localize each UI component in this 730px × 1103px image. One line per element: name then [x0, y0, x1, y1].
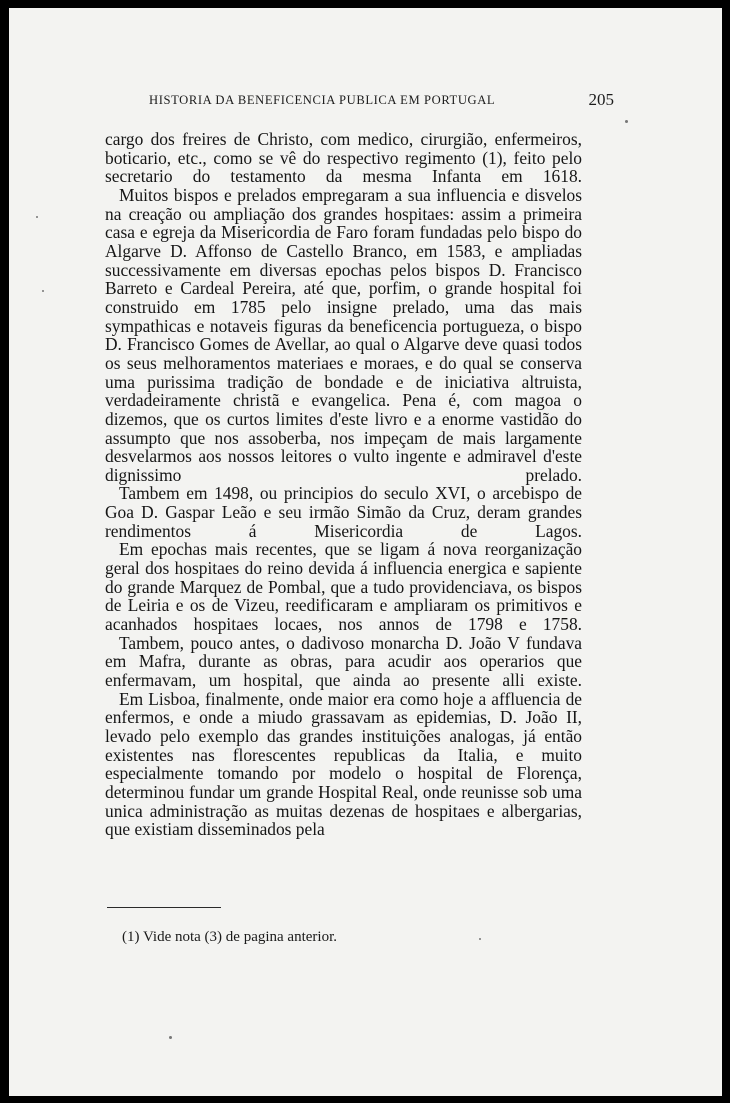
page-header [149, 91, 614, 115]
body-text [105, 130, 582, 839]
paper-speck [42, 290, 44, 292]
paragraph-6: Em Lisboa, finalmente, onde maior era como hoje a affluencia de enfermos, e onde a miudo grassavam as epidemias, D. João II, levado pelo exemplo das grandes instituições analogas, já então existentes nas florescentes republicas da Italia, e muito especialmente tomando por modelo o hospital de Florença, determinou fundar um grande Hospital Real, onde reunisse sob uma unica administração as muitas dezenas de hospitaes e albergarias, que existiam disseminados pela [105, 688, 582, 840]
paper-speck [625, 120, 628, 123]
paragraph-4: Em epochas mais recentes, que se ligam á nova reorganização geral dos hospitaes do reino devida á influencia energica e sapiente do grande Marquez de Pombal, que a tudo providenciava, os bispos de Leiria e os de Vizeu, reedificaram e ampliaram os primitivos e acanhados hospitaes locaes, nos annos de 1798 e 1758. [105, 539, 582, 635]
paper-speck [479, 938, 481, 940]
footnote-divider [107, 907, 221, 908]
book-page [9, 8, 722, 1096]
paragraph-1: cargo dos freires de Christo, com medico, cirurgião, enfermeiros, boticario, etc., como se vê do respectivo regimento (1), feito pelo secretario do testamento da mesma Infanta em 1618. [105, 129, 582, 187]
running-title: HISTORIA DA BENEFICENCIA PUBLICA EM PORTUGAL [149, 93, 496, 107]
paragraph-3: Tambem em 1498, ou principios do seculo XVI, o arcebispo de Goa D. Gaspar Leão e seu irmão Simão da Cruz, deram grandes rendimentos á Misericordia de Lagos. [105, 483, 582, 541]
footnote: (1) Vide nota (3) de pagina anterior. [122, 929, 337, 945]
paper-speck [36, 216, 38, 218]
paragraph-2: Muitos bispos e prelados empregaram a sua influencia e disvelos na creação ou ampliação dos grandes hospitaes: assim a primeira casa e egreja da Misericordia de Faro foram fundadas pelo bispo do Algarve D. Affonso de Castello Branco, em 1583, e ampliadas successivamente em diversas epochas pelos bispos D. Francisco Barreto e Cardeal Pereira, até que, porfim, o grande hospital foi construido em 1785 pelo insigne prelado, uma das mais sympathicas e notaveis figuras da beneficencia portugueza, o bispo D. Francisco Gomes de Avellar, ao qual o Algarve deve quasi todos os seus melhoramentos materiaes e moraes, e do qual se conserva uma purissima tradição de bondade e de iniciativa altruista, verdadeiramente christã e evangelica. Pena é, com magoa o dizemos, que os curtos limites d'este livro e a enorme vastidão do assumpto que nos assoberba, nos impeçam de mais largamente desvelarmos aos nossos leitores o vulto ingente e admiravel d'este dignissimo prelado. [105, 184, 582, 485]
paragraph-5: Tambem, pouco antes, o dadivoso monarcha D. João V fundava em Mafra, durante as obras, para acudir aos operarios que enfermavam, um hospital, que ainda ao presente alli existe. [105, 632, 582, 691]
page-number: 205 [588, 90, 614, 109]
paper-speck [169, 1036, 172, 1039]
